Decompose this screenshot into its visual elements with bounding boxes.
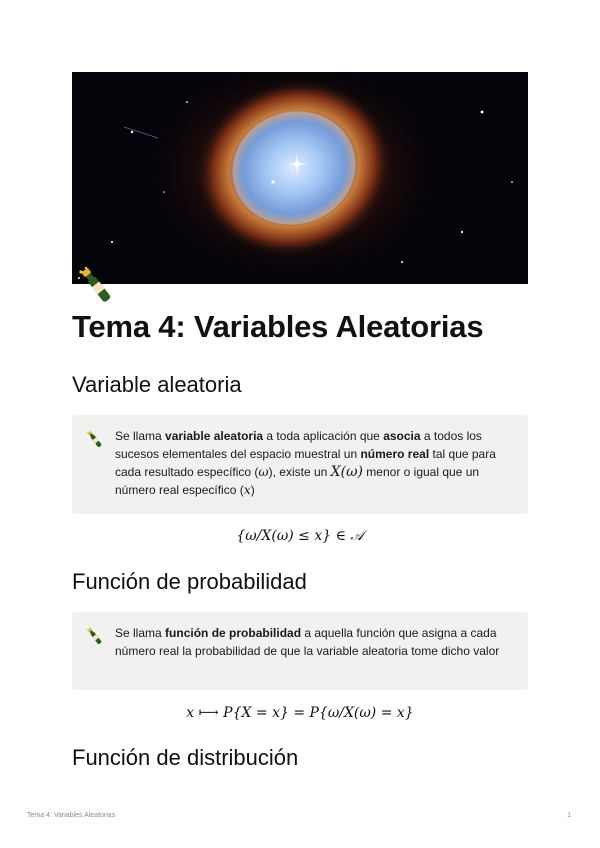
nebula-cover-image (72, 72, 528, 284)
champagne-bottle-icon (84, 626, 106, 648)
section-heading-funcion-distribucion: Función de distribución (72, 745, 299, 770)
callout-definition-variable-aleatoria (72, 415, 528, 514)
formula-funcion-probabilidad: x ⟼ P{X = x} = P{ω/X(ω) = x} (186, 705, 414, 721)
footer-document-title: Tema 4: Variables Aleatorias (27, 812, 116, 819)
formula-variable-aleatoria: {ω/X(ω) ≤ x} ∈ 𝒜 (236, 528, 364, 544)
champagne-bottle-icon (74, 264, 120, 310)
callout-text: Se llama función de probabilidad a aquella función que asigna a cada número real la probabilidad de que la variable aleatoria tome dicho valor (115, 626, 500, 658)
section-heading-funcion-probabilidad: Función de probabilidad (72, 569, 307, 594)
callout-text: Se llama variable aleatoria a toda aplicación que asocia a todos los sucesos elementales del espacio muestral un número real tal que para cada resultado específico (ω), existe un X(ω) menor o igual que un número real específico (x) (115, 429, 496, 497)
footer-page-number: 1 (567, 812, 571, 819)
champagne-bottle-icon (84, 429, 106, 451)
page-title: Tema 4: Variables Aleatorias (72, 309, 484, 344)
section-heading-variable-aleatoria: Variable aleatoria (72, 372, 242, 397)
callout-definition-funcion-probabilidad (72, 612, 528, 690)
